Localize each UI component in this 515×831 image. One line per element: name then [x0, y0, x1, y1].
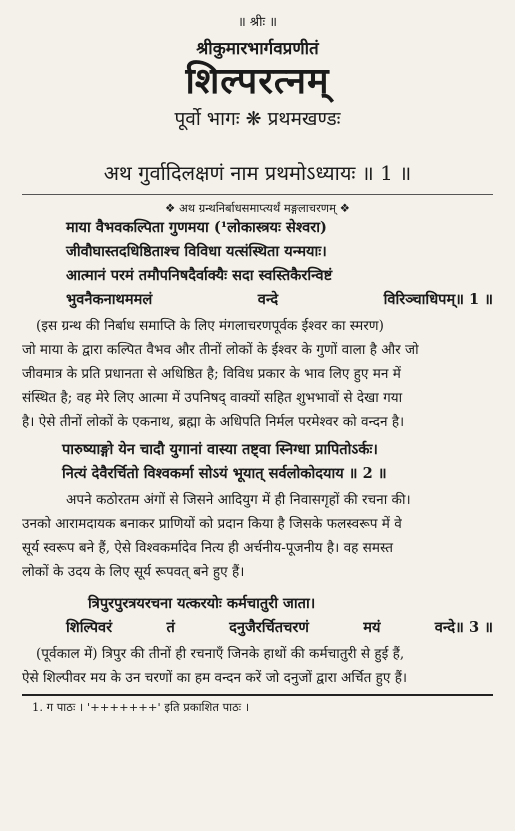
verse-line: जीवौघास्तदधिष्ठिताश्च विविधा यत्संस्थिता यन्मयाः। [66, 243, 327, 260]
prose-line: संस्थित है; वह मेरे लिए आत्मा में उपनिषद् वाक्यों सहित शुभभावों से देखा गया [22, 390, 403, 406]
verse-line: त्रिपुरपुरत्रयरचना यत्करयोः कर्मचातुरी जाता। [88, 595, 316, 612]
verse-word: दनुजैरर्चितचरणं [229, 619, 309, 636]
verse-word: वन्दे॥ 3 ॥ [434, 619, 493, 636]
prose-line: उनको आरामदायक बनाकर प्राणियों को प्रदान किया है जिसके फलस्वरूप में वे [22, 516, 402, 532]
verse-1 [22, 216, 493, 312]
prose-line: जीवमात्र के प्रति प्रधानता से अधिष्ठित है; विविध प्रकार के भाव लिए हुए मन में [22, 366, 401, 382]
prose-line: (पूर्वकाल में) त्रिपुर की तीनों ही रचनाएँ जिनके हाथों की कर्मचातुरी से हुई हैं, [36, 646, 405, 662]
translation-1 [22, 314, 493, 434]
author-line: श्रीकुमारभार्गवप्रणीतं [196, 39, 319, 59]
footnote-divider [22, 694, 493, 696]
section-heading: ❖ अथ ग्रन्थनिर्बाधसमाप्त्यर्थं मङ्गलाचरणम् ❖ [165, 201, 350, 215]
verse-line: माया वैभवकल्पिता गुणमया (¹लोकास्त्रयः सेश्वरा) [66, 219, 327, 236]
verse-3 [22, 592, 493, 640]
verse-line: नित्यं देवैरर्चितो विश्वकर्मा सोऽयं भूयात् सर्वलोकोदयाय ॥ 2 ॥ [62, 465, 387, 482]
verse-line: पारुष्याङ्गो येन चादौ युगानां वास्या तष्ट्वा स्निग्धा प्रापितोऽर्कः। [62, 441, 378, 458]
verse-line [22, 288, 493, 312]
prose-line: जो माया के द्वारा कल्पित वैभव और तीनों लोकों के ईश्वर के गुणों वाला है और जो [22, 342, 419, 358]
prose-line: (इस ग्रन्थ की निर्बाध समाप्ति के लिए मंगलाचरणपूर्वक ईश्वर का स्मरण) [36, 318, 384, 334]
verse-line [22, 616, 493, 640]
verse-word: वन्दे [257, 291, 279, 308]
prose-line: ऐसे शिल्पीवर मय के उन चरणों का हम वन्दन करें जो दनुजों द्वारा अर्चित हुए हैं। [22, 670, 408, 686]
verse-word: विरिञ्चाधिपम्॥ 1 ॥ [383, 291, 493, 308]
verse-word: तं [166, 619, 175, 636]
chapter-heading: अथ गुर्वादिलक्षणं नाम प्रथमोऽध्यायः ॥ 1 ॥ [103, 161, 412, 185]
book-title: शिल्परत्नम् [185, 60, 330, 102]
translation-3 [22, 642, 493, 690]
invocation: ॥ श्रीः ॥ [237, 15, 278, 30]
prose-line: अपने कठोरतम अंगों से जिसने आदियुग में ही निवासगृहों की रचना की। [66, 492, 411, 508]
verse-line: आत्मानं परमं तमौपनिषदैर्वाक्यैः सदा स्वस्तिकैरन्विष्टं [66, 267, 333, 284]
verse-word: शिल्पिवरं [66, 619, 113, 636]
verse-word: भुवनैकनाथममलं [66, 291, 153, 308]
verse-2 [22, 438, 493, 486]
prose-line: है। ऐसे तीनों लोकों के एकनाथ, ब्रह्मा के अधिपति निर्मल परमेश्वर को वन्दन है। [22, 414, 405, 430]
translation-2 [22, 488, 493, 584]
chapter-divider [22, 194, 493, 195]
verse-word: मयं [363, 619, 381, 636]
prose-line: सूर्य स्वरूप बने हैं, ऐसे विश्वकर्मादेव नित्य ही अर्चनीय-पूजनीय है। वह समस्त [22, 540, 394, 556]
footnote: 1. ग पाठः । '+++++++' इति प्रकाशित पाठः । [32, 700, 250, 714]
prose-line: लोकों के उदय के लिए सूर्य रूपवत् बने हुए हैं। [22, 564, 245, 580]
part-subtitle: पूर्वो भागः ❋ प्रथमखण्डः [174, 108, 341, 130]
